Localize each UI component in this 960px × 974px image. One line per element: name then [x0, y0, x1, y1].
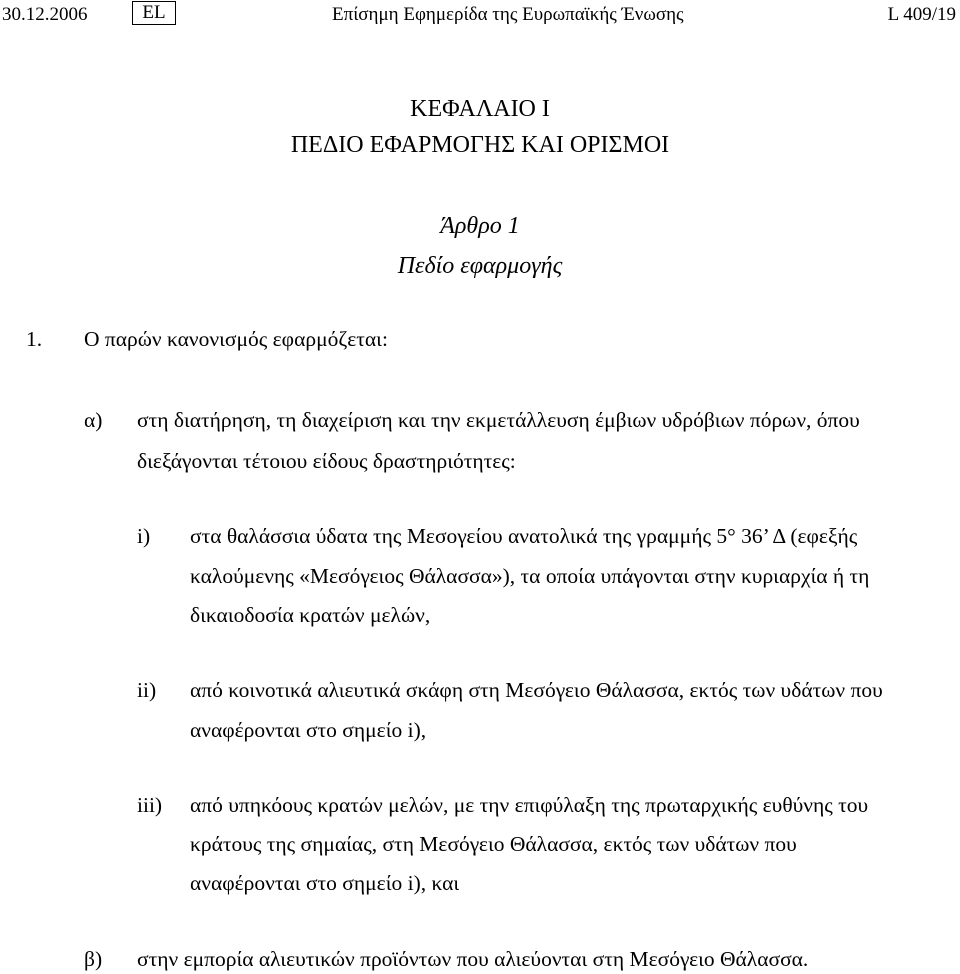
item-b-text: στην εμπορία αλιευτικών προϊόντων που αλιεύονται στη Μεσόγειο Θάλασσα. [137, 947, 809, 971]
paragraph-intro: Ο παρών κανονισμός εφαρμόζεται: [84, 327, 388, 351]
page-reference: L 409/19 [887, 4, 956, 25]
item-a-marker: α) [84, 408, 103, 432]
sub-item-i-line-3: δικαιοδοσία κρατών μελών, [190, 603, 431, 627]
chapter-title: ΚΕΦΑΛΑΙΟ I [410, 96, 550, 122]
publication-date: 30.12.2006 [2, 4, 88, 25]
article-number: Άρθρο 1 [440, 213, 520, 239]
sub-item-i-line-2: καλούμενης «Μεσόγειος Θάλασσα»), τα οποία υπάγονται στην κυριαρχία ή τη [190, 564, 870, 588]
sub-item-ii-line-2: αναφέρονται στο σημείο i), [190, 718, 427, 742]
chapter-subtitle: ΠΕΔΙΟ ΕΦΑΡΜΟΓΗΣ ΚΑΙ ΟΡΙΣΜΟΙ [290, 132, 670, 158]
sub-item-i-marker: i) [137, 524, 151, 548]
sub-item-iii-line-1: από υπηκόους κρατών μελών, με την επιφύλαξη της πρωταρχικής ευθύνης του [190, 793, 869, 817]
sub-item-ii-marker: ii) [137, 678, 157, 702]
article-title: Πεδίο εφαρμογής [397, 253, 563, 279]
sub-item-iii-marker: iii) [137, 793, 163, 817]
item-a-line-2: διεξάγονται τέτοιου είδους δραστηριότητες: [137, 449, 516, 473]
sub-item-ii-line-1: από κοινοτικά αλιευτικά σκάφη στη Μεσόγειο Θάλασσα, εκτός των υδάτων που [190, 678, 883, 702]
item-b-marker: β) [84, 947, 103, 971]
item-a-line-1: στη διατήρηση, τη διαχείριση και την εκμετάλλευση έμβιων υδρόβιων πόρων, όπου [137, 408, 860, 432]
sub-item-i-line-1: στα θαλάσσια ύδατα της Μεσογείου ανατολικά της γραμμής 5° 36’ Δ (εφεξής [190, 524, 858, 548]
language-badge: EL [132, 1, 176, 25]
journal-title: Επίσημη Εφημερίδα της Ευρωπαϊκής Ένωσης [332, 4, 684, 25]
paragraph-marker: 1. [26, 327, 43, 351]
sub-item-iii-line-3: αναφέρονται στο σημείο i), και [190, 871, 460, 895]
sub-item-iii-line-2: κράτους της σημαίας, στη Μεσόγειο Θάλασσα, εκτός των υδάτων που [190, 832, 797, 856]
